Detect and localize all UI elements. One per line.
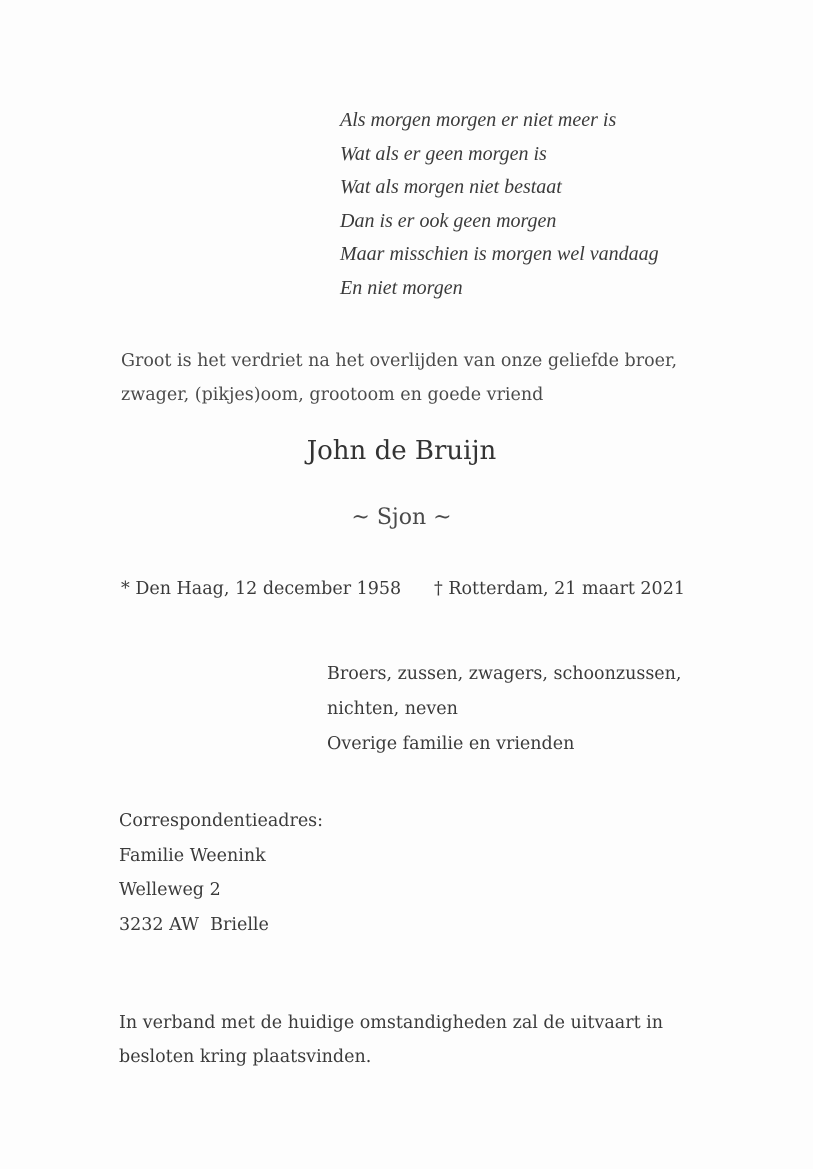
poem-line: En niet morgen (340, 276, 463, 299)
closing-line: besloten kring plaatsvinden. (119, 1047, 372, 1067)
death-info: † Rotterdam, 21 maart 2021 (434, 579, 685, 599)
deceased-nickname: ~ Sjon ~ (351, 505, 452, 530)
family-list (327, 657, 682, 762)
intro-text (121, 344, 701, 412)
poem-line: Als morgen morgen er niet meer is (340, 109, 617, 131)
poem (340, 104, 659, 305)
family-line: nichten, neven (327, 699, 458, 719)
correspondence-address (119, 804, 323, 942)
address-line: Familie Weenink (119, 845, 266, 866)
poem-line: Maar misschien is morgen wel vandaag (340, 243, 659, 265)
closing-line: In verband met de huidige omstandigheden zal de uitvaart in (119, 1013, 664, 1033)
closing-note (119, 1006, 663, 1074)
deceased-name: John de Bruijn (306, 436, 497, 466)
family-line: Overige familie en vrienden (327, 734, 575, 754)
poem-line: Wat als morgen niet bestaat (340, 176, 562, 198)
address-heading: Correspondentieadres: (119, 811, 324, 831)
intro-line: Groot is het verdriet na het overlijden van onze geliefde broer, (121, 351, 678, 371)
address-line: Welleweg 2 (119, 880, 221, 900)
birth-info: * Den Haag, 12 december 1958 (121, 579, 402, 599)
poem-line: Dan is er ook geen morgen (340, 209, 557, 232)
family-line: Broers, zussen, zwagers, schoonzussen, (327, 664, 682, 684)
poem-line: Wat als er geen morgen is (340, 142, 547, 165)
intro-line: zwager, (pikjes)oom, grootoom en goede vriend (121, 385, 544, 405)
address-line: 3232 AW Brielle (119, 914, 269, 935)
